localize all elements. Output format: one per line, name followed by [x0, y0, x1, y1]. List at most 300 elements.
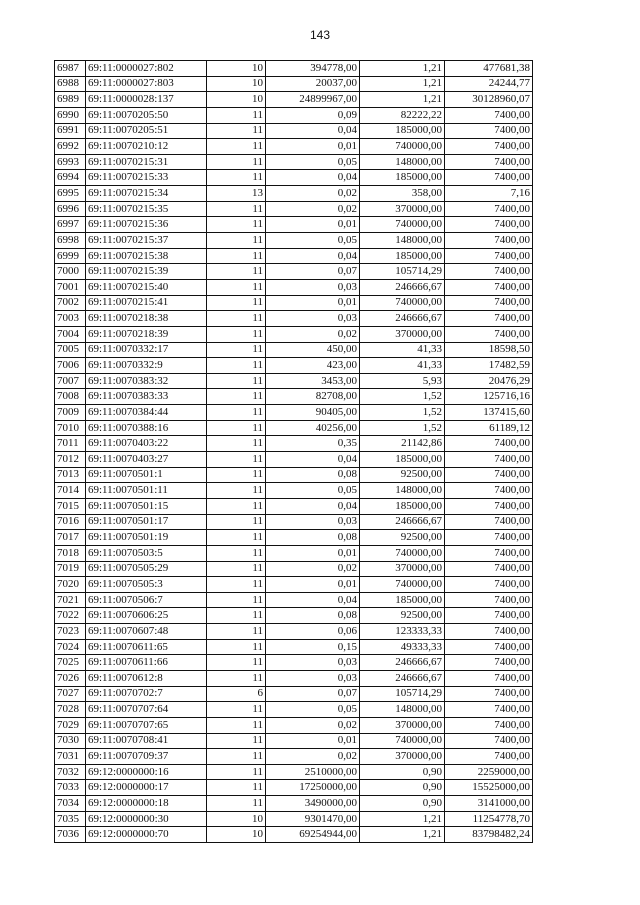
table-row: [55, 405, 533, 421]
cadastral-number-cell: 69:12:0000000:18: [86, 796, 207, 812]
unit-value-cell: 92500,00: [360, 530, 445, 546]
table-row: [55, 577, 533, 593]
table-row: [55, 545, 533, 561]
area-cell: 17250000,00: [266, 780, 360, 796]
area-cell: 90405,00: [266, 405, 360, 421]
cadastral-number-cell: 69:11:0070707:65: [86, 717, 207, 733]
table-row: [55, 717, 533, 733]
unit-value-cell: 358,00: [360, 186, 445, 202]
area-cell: 0,02: [266, 186, 360, 202]
cadastral-number-cell: 69:11:0070332:9: [86, 358, 207, 374]
cadastral-number-cell: 69:11:0070215:33: [86, 170, 207, 186]
row-number-cell: 6994: [55, 170, 86, 186]
table-row: [55, 561, 533, 577]
cadastral-number-cell: 69:12:0000000:17: [86, 780, 207, 796]
cadastral-value-cell: 7400,00: [445, 702, 533, 718]
cadastral-number-cell: 69:12:0000000:30: [86, 811, 207, 827]
cadastral-value-cell: 7400,00: [445, 295, 533, 311]
row-number-cell: 7027: [55, 686, 86, 702]
code-cell: 11: [207, 201, 266, 217]
cadastral-number-cell: 69:11:0070505:3: [86, 577, 207, 593]
table-row: [55, 107, 533, 123]
unit-value-cell: 105714,29: [360, 264, 445, 280]
area-cell: 24899967,00: [266, 92, 360, 108]
unit-value-cell: 148000,00: [360, 233, 445, 249]
unit-value-cell: 1,21: [360, 76, 445, 92]
cadastral-value-cell: 7400,00: [445, 170, 533, 186]
cadastral-number-cell: 69:11:0070215:36: [86, 217, 207, 233]
cadastral-value-cell: 61189,12: [445, 420, 533, 436]
unit-value-cell: 185000,00: [360, 248, 445, 264]
unit-value-cell: 1,21: [360, 61, 445, 77]
area-cell: 9301470,00: [266, 811, 360, 827]
cadastral-value-cell: 7400,00: [445, 624, 533, 640]
table-row: [55, 76, 533, 92]
unit-value-cell: 370000,00: [360, 326, 445, 342]
row-number-cell: 7011: [55, 436, 86, 452]
row-number-cell: 7001: [55, 279, 86, 295]
row-number-cell: 7023: [55, 624, 86, 640]
unit-value-cell: 1,52: [360, 420, 445, 436]
unit-value-cell: 370000,00: [360, 561, 445, 577]
table-row: [55, 827, 533, 843]
code-cell: 11: [207, 577, 266, 593]
row-number-cell: 7018: [55, 545, 86, 561]
table-row: [55, 248, 533, 264]
row-number-cell: 7009: [55, 405, 86, 421]
row-number-cell: 6996: [55, 201, 86, 217]
cadastral-value-cell: 7400,00: [445, 514, 533, 530]
cadastral-number-cell: 69:11:0070503:5: [86, 545, 207, 561]
cadastral-number-cell: 69:11:0070501:17: [86, 514, 207, 530]
unit-value-cell: 740000,00: [360, 139, 445, 155]
table-row: [55, 624, 533, 640]
row-number-cell: 6987: [55, 61, 86, 77]
cadastral-number-cell: 69:11:0070611:66: [86, 655, 207, 671]
code-cell: 11: [207, 624, 266, 640]
cadastral-value-cell: 83798482,24: [445, 827, 533, 843]
cadastral-value-cell: 7400,00: [445, 577, 533, 593]
cadastral-number-cell: 69:11:0070205:51: [86, 123, 207, 139]
cadastral-value-cell: 125716,16: [445, 389, 533, 405]
row-number-cell: 7024: [55, 639, 86, 655]
unit-value-cell: 1,21: [360, 92, 445, 108]
row-number-cell: 7033: [55, 780, 86, 796]
row-number-cell: 7036: [55, 827, 86, 843]
unit-value-cell: 92500,00: [360, 608, 445, 624]
cadastral-value-cell: 7400,00: [445, 686, 533, 702]
table-row: [55, 811, 533, 827]
row-number-cell: 7026: [55, 670, 86, 686]
cadastral-value-cell: 7400,00: [445, 123, 533, 139]
cadastral-number-cell: 69:11:0070384:44: [86, 405, 207, 421]
cadastral-value-cell: 7400,00: [445, 311, 533, 327]
row-number-cell: 7016: [55, 514, 86, 530]
code-cell: 11: [207, 592, 266, 608]
unit-value-cell: 82222,22: [360, 107, 445, 123]
area-cell: 423,00: [266, 358, 360, 374]
area-cell: 0,05: [266, 702, 360, 718]
code-cell: 11: [207, 342, 266, 358]
cadastral-number-cell: 69:11:0070205:50: [86, 107, 207, 123]
row-number-cell: 7014: [55, 483, 86, 499]
area-cell: 0,08: [266, 608, 360, 624]
cadastral-value-cell: 7400,00: [445, 279, 533, 295]
table-row: [55, 311, 533, 327]
table-row: [55, 639, 533, 655]
row-number-cell: 7013: [55, 467, 86, 483]
table-row: [55, 217, 533, 233]
table-row: [55, 670, 533, 686]
unit-value-cell: 41,33: [360, 342, 445, 358]
row-number-cell: 7019: [55, 561, 86, 577]
area-cell: 0,02: [266, 561, 360, 577]
cadastral-number-cell: 69:11:0070215:38: [86, 248, 207, 264]
row-number-cell: 6989: [55, 92, 86, 108]
code-cell: 11: [207, 655, 266, 671]
row-number-cell: 6998: [55, 233, 86, 249]
unit-value-cell: 92500,00: [360, 467, 445, 483]
code-cell: 11: [207, 733, 266, 749]
area-cell: 0,03: [266, 311, 360, 327]
row-number-cell: 6997: [55, 217, 86, 233]
row-number-cell: 6992: [55, 139, 86, 155]
row-number-cell: 7021: [55, 592, 86, 608]
code-cell: 11: [207, 326, 266, 342]
cadastral-number-cell: 69:11:0070383:33: [86, 389, 207, 405]
table-row: [55, 514, 533, 530]
area-cell: 0,06: [266, 624, 360, 640]
code-cell: 10: [207, 827, 266, 843]
cadastral-number-cell: 69:11:0070707:64: [86, 702, 207, 718]
table-row: [55, 264, 533, 280]
code-cell: 11: [207, 295, 266, 311]
cadastral-number-cell: 69:11:0070607:48: [86, 624, 207, 640]
cadastral-value-cell: 7400,00: [445, 561, 533, 577]
cadastral-value-cell: 7400,00: [445, 655, 533, 671]
code-cell: 11: [207, 139, 266, 155]
cadastral-number-cell: 69:11:0070215:35: [86, 201, 207, 217]
code-cell: 11: [207, 436, 266, 452]
row-number-cell: 7030: [55, 733, 86, 749]
code-cell: 11: [207, 154, 266, 170]
cadastral-number-cell: 69:11:0070215:41: [86, 295, 207, 311]
code-cell: 11: [207, 514, 266, 530]
table-row: [55, 780, 533, 796]
area-cell: 450,00: [266, 342, 360, 358]
row-number-cell: 7035: [55, 811, 86, 827]
unit-value-cell: 740000,00: [360, 733, 445, 749]
cadastral-value-cell: 7400,00: [445, 639, 533, 655]
area-cell: 0,01: [266, 295, 360, 311]
row-number-cell: 7010: [55, 420, 86, 436]
unit-value-cell: 49333,33: [360, 639, 445, 655]
cadastral-value-cell: 24244,77: [445, 76, 533, 92]
cadastral-value-cell: 17482,59: [445, 358, 533, 374]
area-cell: 0,01: [266, 733, 360, 749]
area-cell: 0,04: [266, 592, 360, 608]
row-number-cell: 7012: [55, 452, 86, 468]
code-cell: 11: [207, 373, 266, 389]
table-row: [55, 123, 533, 139]
cadastral-value-cell: 7400,00: [445, 749, 533, 765]
row-number-cell: 7032: [55, 764, 86, 780]
code-cell: 11: [207, 233, 266, 249]
area-cell: 69254944,00: [266, 827, 360, 843]
unit-value-cell: 148000,00: [360, 702, 445, 718]
code-cell: 11: [207, 639, 266, 655]
area-cell: 0,05: [266, 154, 360, 170]
unit-value-cell: 246666,67: [360, 514, 445, 530]
area-cell: 0,04: [266, 248, 360, 264]
table-row: [55, 295, 533, 311]
unit-value-cell: 246666,67: [360, 655, 445, 671]
area-cell: 0,35: [266, 436, 360, 452]
code-cell: 10: [207, 76, 266, 92]
cadastral-number-cell: 69:12:0000000:16: [86, 764, 207, 780]
cadastral-number-cell: 69:11:0070611:65: [86, 639, 207, 655]
row-number-cell: 6990: [55, 107, 86, 123]
code-cell: 13: [207, 186, 266, 202]
area-cell: 20037,00: [266, 76, 360, 92]
unit-value-cell: 1,52: [360, 389, 445, 405]
area-cell: 0,03: [266, 279, 360, 295]
cadastral-value-cell: 7400,00: [445, 483, 533, 499]
table-row: [55, 796, 533, 812]
code-cell: 11: [207, 123, 266, 139]
unit-value-cell: 740000,00: [360, 295, 445, 311]
cadastral-value-cell: 7400,00: [445, 592, 533, 608]
cadastral-value-cell: 7400,00: [445, 545, 533, 561]
code-cell: 11: [207, 780, 266, 796]
table-row: [55, 733, 533, 749]
code-cell: 11: [207, 764, 266, 780]
cadastral-number-cell: 69:11:0000027:803: [86, 76, 207, 92]
code-cell: 11: [207, 389, 266, 405]
row-number-cell: 7029: [55, 717, 86, 733]
area-cell: 0,01: [266, 545, 360, 561]
row-number-cell: 6993: [55, 154, 86, 170]
unit-value-cell: 185000,00: [360, 452, 445, 468]
code-cell: 11: [207, 749, 266, 765]
row-number-cell: 7028: [55, 702, 86, 718]
table-row: [55, 139, 533, 155]
unit-value-cell: 370000,00: [360, 749, 445, 765]
cadastral-value-cell: 7400,00: [445, 326, 533, 342]
table-row: [55, 749, 533, 765]
code-cell: 11: [207, 358, 266, 374]
table-row: [55, 92, 533, 108]
row-number-cell: 6988: [55, 76, 86, 92]
area-cell: 0,01: [266, 139, 360, 155]
table-row: [55, 233, 533, 249]
unit-value-cell: 1,21: [360, 827, 445, 843]
code-cell: 11: [207, 702, 266, 718]
cadastral-number-cell: 69:11:0070709:37: [86, 749, 207, 765]
area-cell: 0,07: [266, 686, 360, 702]
cadastral-value-cell: 7400,00: [445, 530, 533, 546]
cadastral-number-cell: 69:11:0070606:25: [86, 608, 207, 624]
cadastral-value-cell: 7400,00: [445, 436, 533, 452]
unit-value-cell: 740000,00: [360, 577, 445, 593]
cadastral-value-cell: 7400,00: [445, 107, 533, 123]
row-number-cell: 7007: [55, 373, 86, 389]
area-cell: 0,02: [266, 326, 360, 342]
area-cell: 3490000,00: [266, 796, 360, 812]
area-cell: 2510000,00: [266, 764, 360, 780]
area-cell: 0,09: [266, 107, 360, 123]
cadastral-value-cell: 15525000,00: [445, 780, 533, 796]
cadastral-value-cell: 7400,00: [445, 452, 533, 468]
cadastral-value-cell: 7400,00: [445, 139, 533, 155]
row-number-cell: 7000: [55, 264, 86, 280]
unit-value-cell: 740000,00: [360, 545, 445, 561]
code-cell: 11: [207, 561, 266, 577]
area-cell: 0,02: [266, 201, 360, 217]
code-cell: 11: [207, 608, 266, 624]
area-cell: 0,01: [266, 577, 360, 593]
table-row: [55, 279, 533, 295]
cadastral-value-cell: 30128960,07: [445, 92, 533, 108]
code-cell: 6: [207, 686, 266, 702]
table-row: [55, 186, 533, 202]
cadastral-value-cell: 7400,00: [445, 248, 533, 264]
table-row: [55, 201, 533, 217]
code-cell: 11: [207, 107, 266, 123]
row-number-cell: 7017: [55, 530, 86, 546]
table-row: [55, 483, 533, 499]
code-cell: 11: [207, 452, 266, 468]
table-row: [55, 608, 533, 624]
cadastral-number-cell: 69:11:0070403:27: [86, 452, 207, 468]
unit-value-cell: 1,52: [360, 405, 445, 421]
code-cell: 11: [207, 717, 266, 733]
row-number-cell: 7008: [55, 389, 86, 405]
cadastral-number-cell: 69:11:0070612:8: [86, 670, 207, 686]
table-row: [55, 655, 533, 671]
cadastral-value-cell: 7400,00: [445, 733, 533, 749]
row-number-cell: 7034: [55, 796, 86, 812]
cadastral-number-cell: 69:11:0070501:15: [86, 498, 207, 514]
code-cell: 10: [207, 92, 266, 108]
area-cell: 0,05: [266, 233, 360, 249]
row-number-cell: 7025: [55, 655, 86, 671]
table-row: [55, 358, 533, 374]
unit-value-cell: 105714,29: [360, 686, 445, 702]
table-row: [55, 326, 533, 342]
cadastral-value-cell: 137415,60: [445, 405, 533, 421]
code-cell: 11: [207, 796, 266, 812]
unit-value-cell: 185000,00: [360, 170, 445, 186]
cadastral-value-cell: 20476,29: [445, 373, 533, 389]
row-number-cell: 7031: [55, 749, 86, 765]
unit-value-cell: 41,33: [360, 358, 445, 374]
cadastral-number-cell: 69:11:0070218:38: [86, 311, 207, 327]
table-row: [55, 702, 533, 718]
cadastral-number-cell: 69:11:0070388:16: [86, 420, 207, 436]
unit-value-cell: 185000,00: [360, 123, 445, 139]
unit-value-cell: 0,90: [360, 796, 445, 812]
row-number-cell: 7003: [55, 311, 86, 327]
table-row: [55, 452, 533, 468]
cadastral-value-cell: 7400,00: [445, 233, 533, 249]
table-row: [55, 342, 533, 358]
code-cell: 10: [207, 811, 266, 827]
cadastral-number-cell: 69:11:0070501:11: [86, 483, 207, 499]
cadastral-value-cell: 7400,00: [445, 670, 533, 686]
area-cell: 0,03: [266, 670, 360, 686]
table-row: [55, 764, 533, 780]
code-cell: 11: [207, 279, 266, 295]
unit-value-cell: 740000,00: [360, 217, 445, 233]
row-number-cell: 7005: [55, 342, 86, 358]
cadastral-number-cell: 69:11:0000027:802: [86, 61, 207, 77]
row-number-cell: 7022: [55, 608, 86, 624]
unit-value-cell: 246666,67: [360, 670, 445, 686]
cadastral-value-cell: 3141000,00: [445, 796, 533, 812]
row-number-cell: 7006: [55, 358, 86, 374]
area-cell: 0,04: [266, 170, 360, 186]
table-row: [55, 170, 533, 186]
cadastral-value-cell: 7400,00: [445, 467, 533, 483]
cadastral-number-cell: 69:11:0070215:34: [86, 186, 207, 202]
area-cell: 0,03: [266, 655, 360, 671]
row-number-cell: 7004: [55, 326, 86, 342]
area-cell: 0,08: [266, 467, 360, 483]
cadastral-number-cell: 69:11:0070708:41: [86, 733, 207, 749]
cadastral-value-cell: 7400,00: [445, 264, 533, 280]
cadastral-value-cell: 11254778,70: [445, 811, 533, 827]
code-cell: 11: [207, 545, 266, 561]
cadastral-number-cell: 69:11:0070702:7: [86, 686, 207, 702]
code-cell: 11: [207, 670, 266, 686]
area-cell: 0,03: [266, 514, 360, 530]
cadastral-number-cell: 69:11:0070210:12: [86, 139, 207, 155]
cadastral-number-cell: 69:11:0070505:29: [86, 561, 207, 577]
table-row: [55, 498, 533, 514]
table-row: [55, 686, 533, 702]
cadastral-number-cell: 69:11:0070218:39: [86, 326, 207, 342]
cadastral-number-cell: 69:11:0070501:19: [86, 530, 207, 546]
unit-value-cell: 246666,67: [360, 279, 445, 295]
cadastral-value-cell: 2259000,00: [445, 764, 533, 780]
code-cell: 11: [207, 405, 266, 421]
code-cell: 11: [207, 420, 266, 436]
page-number: 143: [309, 28, 331, 42]
table-row: [55, 592, 533, 608]
unit-value-cell: 185000,00: [360, 592, 445, 608]
table-row: [55, 420, 533, 436]
cadastral-number-cell: 69:11:0070332:17: [86, 342, 207, 358]
area-cell: 0,04: [266, 123, 360, 139]
area-cell: 0,05: [266, 483, 360, 499]
table-row: [55, 436, 533, 452]
unit-value-cell: 0,90: [360, 764, 445, 780]
area-cell: 3453,00: [266, 373, 360, 389]
unit-value-cell: 21142,86: [360, 436, 445, 452]
cadastral-value-cell: 7400,00: [445, 717, 533, 733]
cadastral-value-cell: 18598,50: [445, 342, 533, 358]
unit-value-cell: 148000,00: [360, 483, 445, 499]
code-cell: 11: [207, 483, 266, 499]
table-row: [55, 530, 533, 546]
area-cell: 0,04: [266, 498, 360, 514]
area-cell: 0,02: [266, 749, 360, 765]
table-row: [55, 467, 533, 483]
cadastral-number-cell: 69:12:0000000:70: [86, 827, 207, 843]
unit-value-cell: 148000,00: [360, 154, 445, 170]
row-number-cell: 7020: [55, 577, 86, 593]
